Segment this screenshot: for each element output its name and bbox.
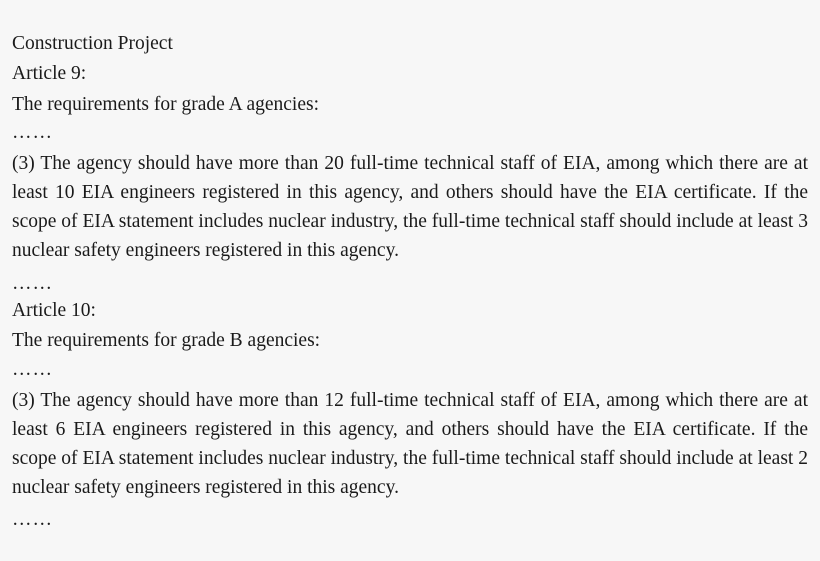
ellipsis-marker-2: …… (12, 272, 53, 294)
page-title: Construction Project (12, 33, 173, 54)
ellipsis-marker-1: …… (12, 121, 53, 143)
article-9-heading: Article 9: (12, 63, 87, 85)
ellipsis-marker-4: …… (12, 509, 53, 531)
article-10-heading: Article 10: (12, 300, 96, 322)
grade-a-requirements-label: The requirements for grade A agencies: (12, 93, 320, 115)
ellipsis-marker-3: …… (12, 358, 53, 380)
document-body (12, 30, 808, 532)
grade-b-requirements-label: The requirements for grade B agencies: (12, 330, 321, 352)
article-9-item-3-paragraph: (3) The agency should have more than 20 full-time technical staff of EIA, among which there are at least 10 EIA engineers registered in this agency, and others should have the EIA certificate. If the scope of EIA statement includes nuclear industry, the full-time technical staff should include at least 3 nuclear safety engineers registered in this agency. (12, 153, 808, 261)
article-10-item-3-paragraph: (3) The agency should have more than 12 full-time technical staff of EIA, among which there are at least 6 EIA engineers registered in this agency, and others should have the EIA certificate. If the scope of EIA statement includes nuclear industry, the full-time technical staff should include at least 2 nuclear safety engineers registered in this agency. (12, 389, 808, 498)
